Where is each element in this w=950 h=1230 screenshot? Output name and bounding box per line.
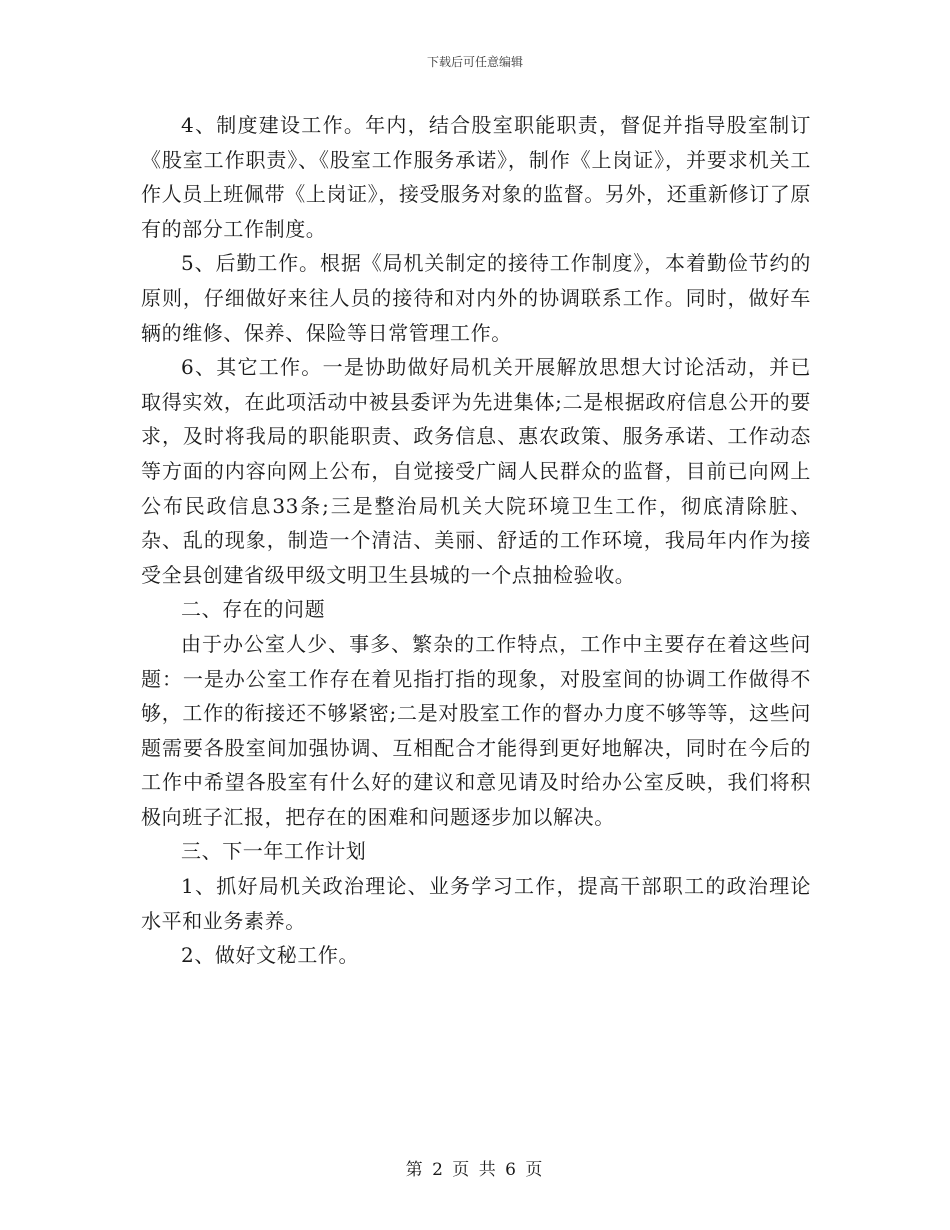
section-heading-next-year-plan: 三、下一年工作计划 <box>181 839 367 864</box>
section-heading-problems: 二、存在的问题 <box>181 597 326 622</box>
paragraph-plan-item-2: 2、做好文秘工作。 <box>181 943 360 968</box>
page-footer: 第 2 页 共 6 页 <box>405 1160 545 1180</box>
paragraph-logistics: 5、后勤工作。根据《局机关制定的接待工作制度》，本着勤俭节约的原则，仔细做好来往人员的接待和对内外的协调联系工作。同时，做好车辆的维修、保养、保险等日常管理工作。 <box>141 251 811 345</box>
paragraph-problems: 由于办公室人少、事多、繁杂的工作特点，工作中主要存在着这些问题：一是办公室工作存在着见指打指的现象，对股室间的协调工作做得不够，工作的衔接还不够紧密;二是对股室工作的督办力度不够等等，这些问题需要各股室间加强协调、互相配合才能得到更好地解决，同时在今后的工作中希望各股室有什么好的建议和意见请及时给办公室反映，我们将积极向班子汇报，把存在的困难和问题逐步加以解决。 <box>141 631 811 829</box>
paragraph-other-work: 6、其它工作。一是协助做好局机关开展解放思想大讨论活动，并已取得实效，在此项活动中被县委评为先进集体;二是根据政府信息公开的要求，及时将我局的职能职责、政务信息、惠农政策、服务承诺、工作动态等方面的内容向网上公布，自觉接受广阔人民群众的监督，目前已向网上公布民政信息33条;三是整治局机关大院环境卫生工作，彻底清除脏、杂、乱的现象，制造一个清洁、美丽、舒适的工作环境，我局年内作为接受全县创建省级甲级文明卫生县城的一个点抽检验收。 <box>141 355 811 587</box>
paragraph-plan-item-1: 1、抓好局机关政治理论、业务学习工作，提高干部职工的政治理论水平和业务素养。 <box>141 874 811 933</box>
document-body <box>141 108 811 973</box>
paragraph-system-building: 4、制度建设工作。年内，结合股室职能职责，督促并指导股室制订《股室工作职责》、《股室工作服务承诺》，制作《上岗证》，并要求机关工作人员上班佩带《上岗证》，接受服务对象的监督。另外，还重新修订了原有的部分工作制度。 <box>141 113 811 241</box>
page-header: 下载后可任意编辑 <box>426 55 523 69</box>
